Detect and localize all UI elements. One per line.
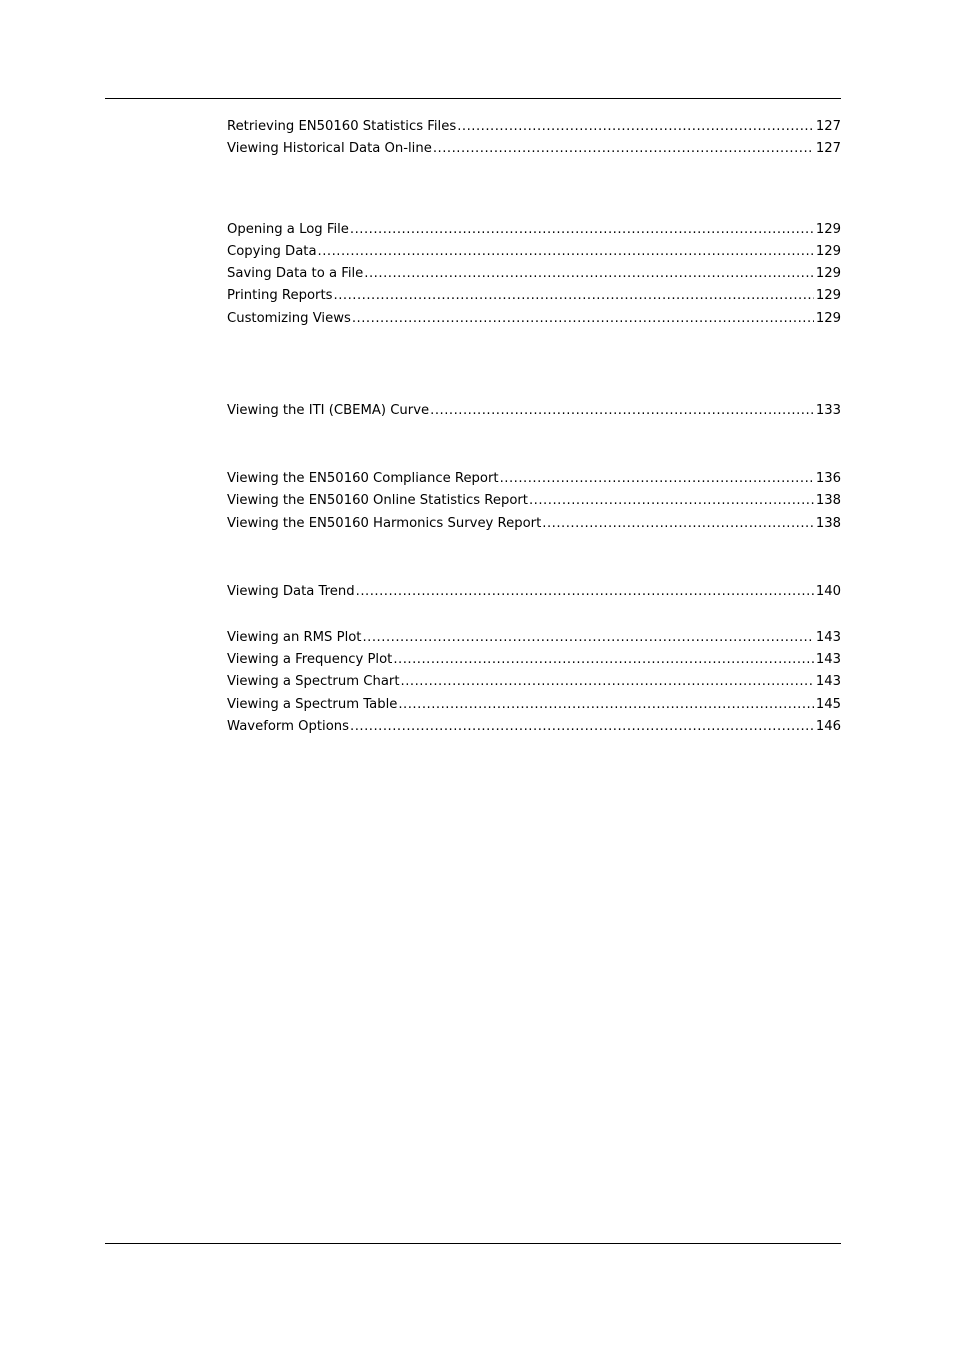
- toc-entry-title: Saving Data to a File: [227, 266, 364, 281]
- toc-entry-title: Viewing the ITI (CBEMA) Curve: [227, 403, 430, 418]
- toc-entry-title: Viewing an RMS Plot: [227, 630, 362, 645]
- toc-leader-dots: [364, 265, 814, 283]
- toc-entry-page: 143: [815, 674, 841, 689]
- toc-leader-dots: [529, 492, 814, 510]
- toc-leader-dots: [318, 243, 814, 261]
- toc-entry-title: Viewing the EN50160 Compliance Report: [227, 471, 499, 486]
- toc-entry-title: Viewing Historical Data On-line: [227, 141, 432, 156]
- toc-leader-dots: [350, 221, 814, 239]
- toc-leader-dots: [542, 515, 814, 533]
- toc-entry-title: Viewing a Spectrum Table: [227, 697, 398, 712]
- toc-leader-dots: [334, 287, 814, 305]
- toc-leader-dots: [356, 583, 814, 601]
- toc-entry-title: Printing Reports: [227, 288, 333, 303]
- toc-entry-title: Retrieving EN50160 Statistics Files: [227, 119, 457, 134]
- toc-entry[interactable]: [227, 696, 841, 714]
- toc-entry-title: Viewing a Spectrum Chart: [227, 674, 400, 689]
- toc-entry-title: Viewing the EN50160 Online Statistics Report: [227, 493, 528, 508]
- toc-entry-page: 129: [815, 266, 841, 281]
- toc-leader-dots: [433, 140, 814, 158]
- toc-entry-page: 146: [815, 719, 841, 734]
- toc-entry-page: 138: [815, 493, 841, 508]
- toc-entry-page: 138: [815, 516, 841, 531]
- toc-leader-dots: [401, 673, 814, 691]
- toc-entry[interactable]: [227, 673, 841, 691]
- toc-entry[interactable]: [227, 718, 841, 736]
- toc-entry[interactable]: [227, 402, 841, 420]
- toc-entry-page: 136: [815, 471, 841, 486]
- toc-entry-title: Viewing the EN50160 Harmonics Survey Report: [227, 516, 542, 531]
- toc-entry[interactable]: [227, 470, 841, 488]
- toc-entry-page: 129: [815, 288, 841, 303]
- toc-entry-title: Copying Data: [227, 244, 317, 259]
- toc-entry-page: 140: [815, 584, 841, 599]
- toc-entry[interactable]: [227, 310, 841, 328]
- toc-entry[interactable]: [227, 140, 841, 158]
- toc-entry-page: 127: [815, 119, 841, 134]
- toc-entry[interactable]: [227, 221, 841, 239]
- toc-leader-dots: [352, 310, 814, 328]
- toc-entry-title: Viewing a Frequency Plot: [227, 652, 393, 667]
- toc-entry[interactable]: [227, 118, 841, 136]
- toc-leader-dots: [350, 718, 814, 736]
- toc-entry-page: 129: [815, 311, 841, 326]
- toc-entry[interactable]: [227, 651, 841, 669]
- toc-entry-title: Customizing Views: [227, 311, 351, 326]
- toc-entry[interactable]: [227, 243, 841, 261]
- toc-entry[interactable]: [227, 515, 841, 533]
- toc-entry-page: 133: [815, 403, 841, 418]
- toc-entry-page: 145: [815, 697, 841, 712]
- toc-entry-page: 143: [815, 630, 841, 645]
- toc-entry-page: 127: [815, 141, 841, 156]
- toc-entry[interactable]: [227, 287, 841, 305]
- toc-leader-dots: [393, 651, 814, 669]
- toc-entry[interactable]: [227, 629, 841, 647]
- toc-leader-dots: [500, 470, 814, 488]
- toc-leader-dots: [362, 629, 813, 647]
- toc-leader-dots: [398, 696, 813, 714]
- toc-entry[interactable]: [227, 265, 841, 283]
- toc-entry-page: 129: [815, 222, 841, 237]
- toc-entry[interactable]: [227, 492, 841, 510]
- footer-rule: [105, 1243, 841, 1244]
- toc-entry-title: Opening a Log File: [227, 222, 349, 237]
- toc-entry-page: 143: [815, 652, 841, 667]
- header-rule: [105, 98, 841, 99]
- toc-entry-title: Waveform Options: [227, 719, 350, 734]
- toc-entry[interactable]: [227, 583, 841, 601]
- toc-entry-page: 129: [815, 244, 841, 259]
- toc-leader-dots: [430, 402, 814, 420]
- toc-entry-title: Viewing Data Trend: [227, 584, 355, 599]
- toc-leader-dots: [457, 118, 814, 136]
